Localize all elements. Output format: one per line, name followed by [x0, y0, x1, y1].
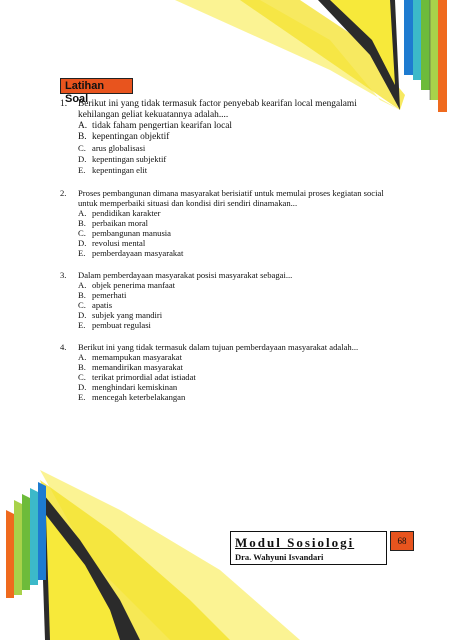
option-text: apatis — [92, 300, 113, 310]
option-text: kepentingan subjektif — [92, 154, 167, 164]
option-letter: C. — [78, 372, 86, 382]
option-d — [60, 310, 400, 320]
option-text: menghindari kemiskinan — [92, 382, 178, 392]
option-text: memandirikan masyarakat — [92, 362, 183, 372]
option-letter: B. — [78, 218, 86, 228]
option-text: subjek yang mandiri — [92, 310, 163, 320]
option-c — [60, 372, 400, 382]
option-letter: B. — [78, 132, 87, 142]
stripe-bottom-blue — [38, 482, 46, 580]
option-e — [60, 165, 400, 176]
option-letter: E. — [78, 320, 86, 330]
stripe-bottom-orange — [6, 510, 14, 598]
option-letter: A. — [78, 208, 87, 218]
option-a — [60, 208, 400, 218]
option-b — [60, 218, 400, 228]
question-3 — [60, 270, 400, 330]
option-text: perbaikan moral — [92, 218, 149, 228]
question-text: Dalam pemberdayaan masyarakat posisi masyarakat sebagai... — [78, 270, 293, 280]
option-d — [60, 154, 400, 165]
option-text: memampukan masyarakat — [92, 352, 182, 362]
option-letter: D. — [78, 310, 87, 320]
option-text: kepentingan objektif — [92, 132, 170, 142]
option-d — [60, 238, 400, 248]
option-letter: A. — [78, 280, 87, 290]
option-b — [60, 290, 400, 300]
question-text: Proses pembangunan dimana masyarakat berisiatif untuk memulai proses kegiatan social untuk memperbaiki situasi dan kondisi diri sendiri dinamakan... — [78, 188, 384, 208]
section-title: Latihan Soal — [60, 78, 133, 94]
option-letter: A. — [78, 121, 88, 131]
question-4 — [60, 342, 400, 402]
option-letter: B. — [78, 362, 86, 372]
option-letter: E. — [78, 248, 86, 258]
option-text: kepentingan elit — [92, 165, 148, 175]
option-text: pemberdayaan masyarakat — [92, 248, 184, 258]
stripe-bottom-green — [22, 494, 30, 590]
option-a — [60, 280, 400, 290]
option-text: tidak faham pengertian kearifan local — [92, 121, 233, 131]
question-1 — [60, 99, 400, 176]
question-number: 2. — [60, 188, 67, 198]
option-letter: D. — [78, 382, 87, 392]
option-text: revolusi mental — [92, 238, 146, 248]
option-text: pembangunan manusia — [92, 228, 171, 238]
option-text: terikat primordial adat istiadat — [92, 372, 196, 382]
option-text: arus globalisasi — [92, 143, 146, 153]
option-c — [60, 228, 400, 238]
option-letter: C. — [78, 300, 86, 310]
option-text: objek penerima manfaat — [92, 280, 176, 290]
option-b — [60, 132, 400, 143]
question-number: 4. — [60, 342, 67, 352]
option-c — [60, 300, 400, 310]
option-d — [60, 382, 400, 392]
footer-box — [230, 531, 387, 565]
stripe-top-orange — [438, 0, 447, 112]
option-a — [60, 121, 400, 132]
stripe-top-teal — [413, 0, 421, 80]
option-text: pemerhati — [92, 290, 127, 300]
option-e — [60, 248, 400, 258]
footer-author: Dra. Wahyuni Isvandari — [235, 552, 324, 562]
option-c — [60, 143, 400, 154]
question-number: 3. — [60, 270, 67, 280]
question-list — [60, 99, 400, 414]
option-text: pendidikan karakter — [92, 208, 161, 218]
option-text: mencegah keterbelakangan — [92, 392, 186, 402]
option-letter: C. — [78, 143, 86, 153]
stripe-top-green — [421, 0, 430, 90]
option-e — [60, 320, 400, 330]
page-number: 68 — [390, 531, 414, 551]
question-text: Berikut ini yang tidak termasuk factor penyebab kearifan local mengalami kehilangan geliat kekuatannya adalah.... — [78, 99, 357, 120]
option-letter: D. — [78, 154, 87, 164]
stripe-bottom-lightgreen — [14, 500, 22, 595]
option-b — [60, 362, 400, 372]
option-a — [60, 352, 400, 362]
question-2 — [60, 188, 400, 258]
stripe-top-lightgreen — [430, 0, 438, 100]
question-text: Berikut ini yang tidak termasuk dalam tujuan pemberdayaan masyarakat adalah... — [78, 342, 359, 352]
stripe-bottom-teal — [30, 488, 38, 585]
option-letter: E. — [78, 392, 86, 402]
option-letter: E. — [78, 165, 86, 175]
question-number: 1. — [60, 99, 68, 109]
option-letter: B. — [78, 290, 86, 300]
option-text: pembuat regulasi — [92, 320, 151, 330]
stripe-top-blue — [404, 0, 413, 75]
footer-title: Modul Sosiologi — [235, 535, 355, 550]
option-e — [60, 392, 400, 402]
option-letter: A. — [78, 352, 87, 362]
option-letter: D. — [78, 238, 87, 248]
option-letter: C. — [78, 228, 86, 238]
